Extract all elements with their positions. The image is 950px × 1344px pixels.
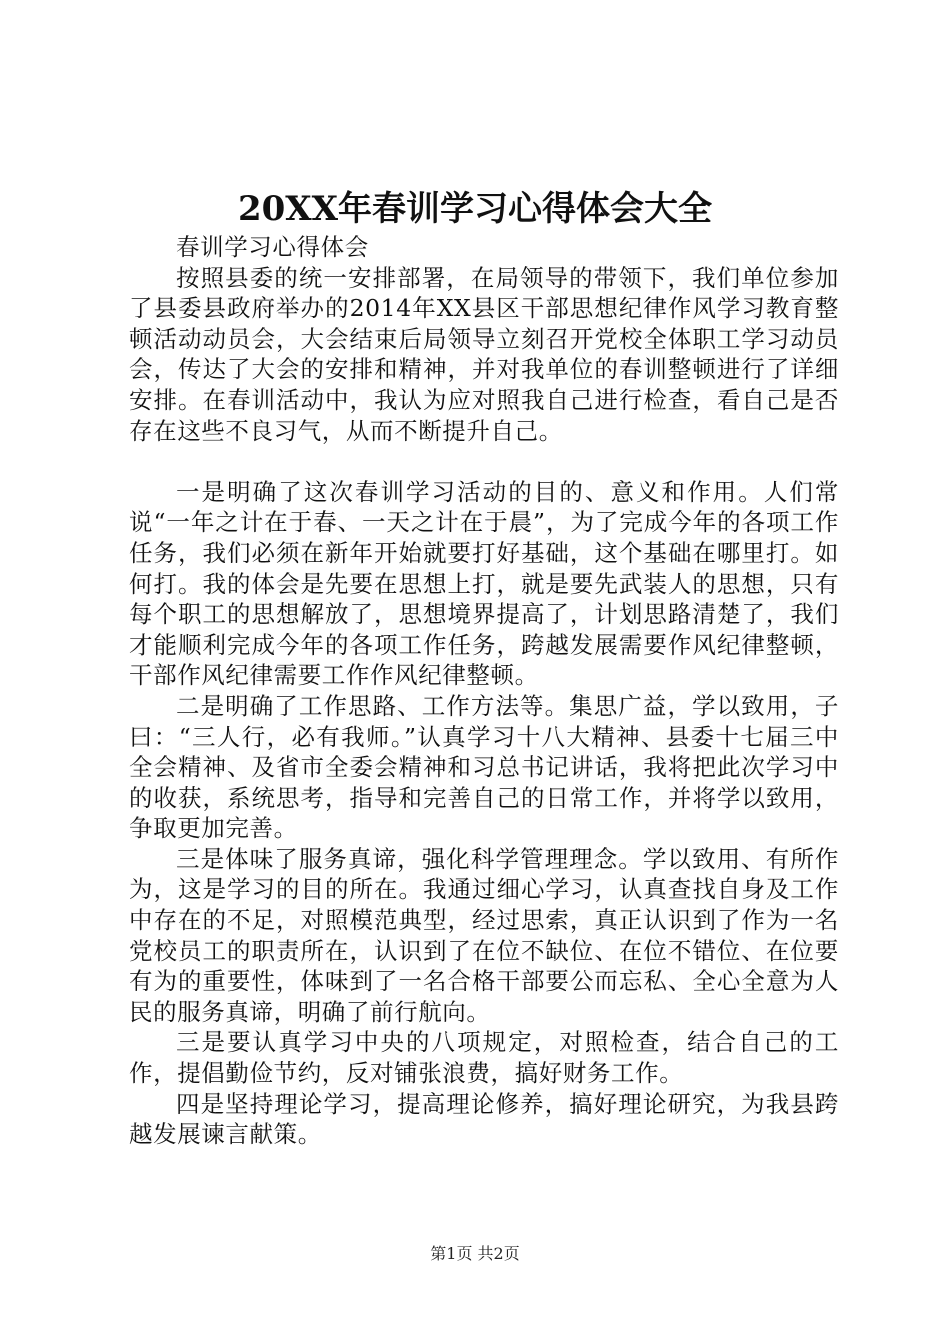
page-footer: 第1页 共2页: [430, 1244, 520, 1263]
paragraph-point-4: 四是坚持理论学习，提高理论修养，搞好理论研究，为我县跨越发展谏言献策。: [129, 1089, 839, 1149]
paragraph-subtitle: 春训学习心得体会: [176, 233, 369, 261]
paragraph-intro: 按照县委的统一安排部署，在局领导的带领下，我们单位参加了县委县政府举办的2014年XX县区干部思想纪律作风学习教育整顿活动动员会，大会结束后局领导立刻召开党校全体职工学习动员会，传达了大会的安排和精神，并对我单位的春训整顿进行了详细安排。在春训活动中，我认为应对照我自己进行检查，看自己是否存在这些不良习气，从而不断提升自己。: [129, 263, 839, 445]
paragraph-point-1: 一是明确了这次春训学习活动的目的、意义和作用。人们常说“一年之计在于春、一天之计在于晨”，为了完成今年的各项工作任务，我们必须在新年开始就要打好基础，这个基础在哪里打。如何打。我的体会是先要在思想上打，就是要先武装人的思想，只有每个职工的思想解放了，思想境界提高了，计划思路清楚了，我们才能顺利完成今年的各项工作任务，跨越发展需要作风纪律整顿，干部作风纪律需要工作作风纪律整顿。: [129, 477, 839, 690]
paragraph-point-2: 二是明确了工作思路、工作方法等。集思广益，学以致用，子曰：“三人行，必有我师。”认真学习十八大精神、县委十七届三中全会精神、及省市全委会精神和习总书记讲话，我将把此次学习中的收获，系统思考，指导和完善自己的日常工作，并将学以致用，争取更加完善。: [129, 691, 839, 843]
paragraph-point-3: 三是体味了服务真谛，强化科学管理理念。学以致用、有所作为，这是学习的目的所在。我通过细心学习，认真查找自身及工作中存在的不足，对照模范典型，经过思索，真正认识到了作为一名党校员工的职责所在，认识到了在位不缺位、在位不错位、在位要有为的重要性，体味到了一名合格干部要公而忘私、全心全意为人民的服务真谛，明确了前行航向。: [129, 844, 839, 1026]
paragraph-point-3b: 三是要认真学习中央的八项规定，对照检查，结合自己的工作，提倡勤俭节约，反对铺张浪费，搞好财务工作。: [129, 1028, 839, 1088]
document-title: 20XX年春训学习心得体会大全: [237, 189, 713, 229]
document-body: [129, 232, 839, 1150]
